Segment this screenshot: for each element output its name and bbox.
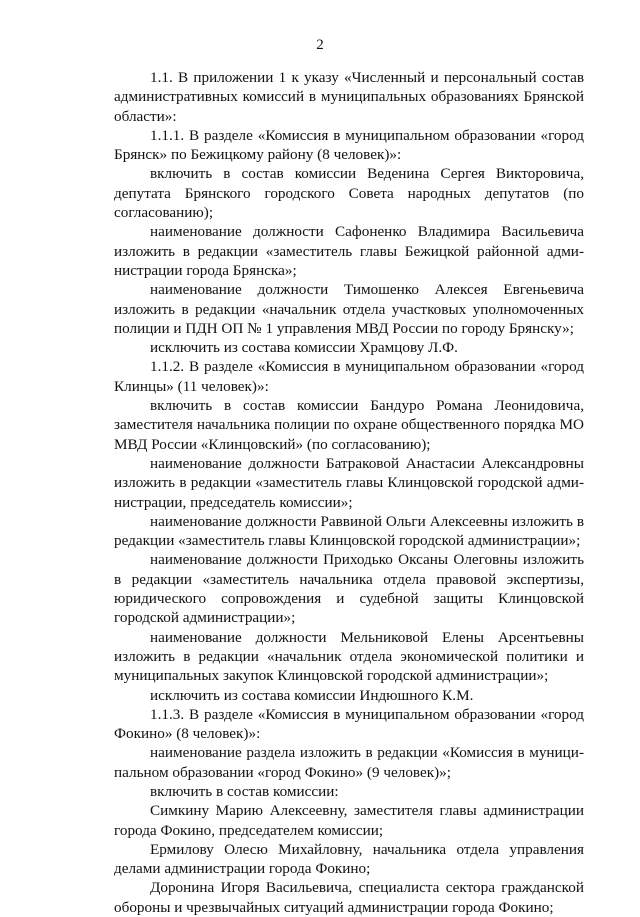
- paragraph-1-1-1: 1.1.1. В разделе «Комиссия в муниципальном образовании «город Брянск» по Бежицкому району (8 человек)»:: [114, 126, 584, 164]
- paragraph-doronin: Доронина Игоря Васильевича, специалиста сектора гражданской обороны и чрезвычайных ситуаций администрации города Фокино;: [114, 879, 584, 916]
- paragraph-1-1-2: 1.1.2. В разделе «Комиссия в муниципальном образовании «город Клинцы» (11 человек)»:: [114, 358, 584, 395]
- paragraph-include-heading: включить в состав комиссии:: [150, 782, 339, 800]
- paragraph-safonenko: наименование должности Сафоненко Владимира Васильевича изложить в редакции «заместитель главы Бежицкой районной администрации города Брянска»;: [114, 223, 584, 279]
- paragraph-ermilova: Ермилову Олесю Михайловну, начальника отдела управления делами администрации города Фокино;: [114, 840, 584, 878]
- paragraph-section-rename: наименование раздела изложить в редакции «Комиссия в муниципальном образовании «город Фокино» (9 человек)»;: [114, 744, 584, 781]
- paragraph-prikhodko: наименование должности Приходько Оксаны Олеговны изложить в редакции «заместитель начальника отдела правовой экспертизы, юридического сопровождения и судебной защиты Клинцовской городской администрации»;: [114, 551, 584, 627]
- paragraph-1-1-3: 1.1.3. В разделе «Комиссия в муниципальном образовании «город Фокино» (8 человек)»:: [114, 705, 584, 743]
- paragraph-include-banduro: включить в состав комиссии Бандуро Романа Леонидовича, заместителя начальника полиции по охране общественного порядка МО МВД России «Клинцовский» (по согласованию);: [114, 397, 584, 453]
- page-number: 2: [316, 37, 324, 53]
- paragraph-simkina: Симкину Марию Алексеевну, заместителя главы администрации города Фокино, председателем комиссии;: [114, 802, 584, 839]
- document-body: [114, 68, 584, 917]
- paragraph-ravvina: наименование должности Раввиной Ольги Алексеевны изложить в редакции «заместитель главы Клинцовской городской администрации»;: [114, 512, 584, 550]
- paragraph-batrakova: наименование должности Батраковой Анастасии Александровны изложить в редакции «заместитель главы Клинцовской городской администрации, председатель комиссии»;: [114, 454, 584, 511]
- paragraph-1-1: 1.1. В приложении 1 к указу «Численный и персональный состав административных комиссий в муниципальных образованиях Брянской области»:: [114, 69, 584, 125]
- paragraph-exclude-indyushny: исключить из состава комиссии Индюшного К.М.: [150, 686, 474, 704]
- paragraph-timoshenko: наименование должности Тимошенко Алексея Евгеньевича изложить в редакции «начальник отдела участковых уполномоченных полиции и ПДН ОП № 1 управления МВД России по городу Брянску»;: [114, 281, 584, 337]
- paragraph-include-vedenin: включить в состав комиссии Веденина Сергея Викторовича, депутата Брянского городского Совета народных депутатов (по согласованию);: [114, 165, 584, 222]
- paragraph-exclude-khramtsova: исключить из состава комиссии Храмцову Л.Ф.: [150, 339, 458, 357]
- paragraph-melnikova: наименование должности Мельниковой Елены Арсентьевны изложить в редакции «начальник отдела экономической политики и муниципальных закупок Клинцовской городской администрации»;: [114, 628, 584, 685]
